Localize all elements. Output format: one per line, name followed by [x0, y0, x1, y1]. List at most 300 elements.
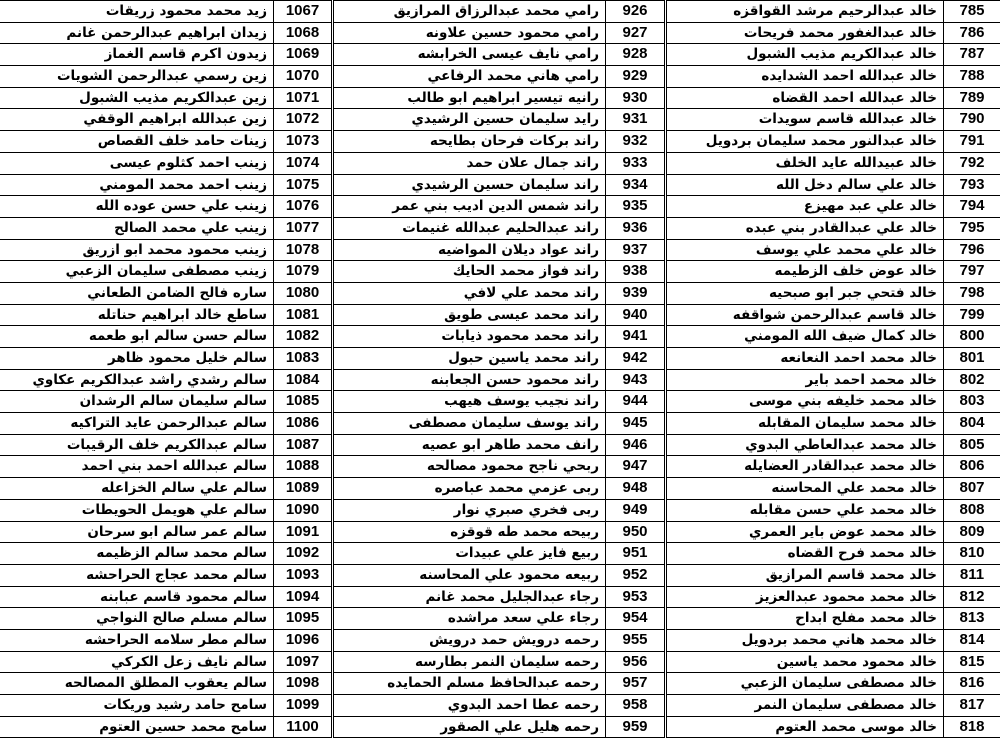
list-row: [333, 565, 665, 587]
list-row: [333, 370, 665, 392]
row-number: 1092: [274, 543, 332, 564]
person-name: خالد عوض خلف الزطيمه: [666, 261, 944, 282]
list-row: [333, 608, 665, 630]
list-row: [666, 543, 1000, 565]
person-name: راند شمس الدين اديب بني عمر: [333, 196, 606, 217]
list-row: [333, 587, 665, 609]
list-row: [666, 695, 1000, 717]
list-row: [333, 44, 665, 66]
row-number: 930: [606, 88, 665, 109]
row-number: 802: [959, 370, 985, 388]
list-row: [0, 370, 332, 392]
row-number: 1098: [274, 673, 332, 694]
person-name: زينب محمود محمد ابو ازريق: [0, 240, 274, 261]
person-name: زينات حامد خلف القصاص: [0, 131, 274, 152]
person-name: راند يوسف سليمان مصطفى: [333, 413, 606, 434]
list-row: [333, 131, 665, 153]
list-row: [0, 131, 332, 153]
person-name: سالم عبدالرحمن عايد التراكيه: [0, 413, 274, 434]
row-number: 946: [606, 435, 665, 456]
list-block-middle: [333, 0, 665, 738]
row-number: 787: [959, 45, 985, 63]
person-name: خالد عبدالكريم مذيب الشبول: [666, 44, 944, 65]
row-number: 790: [959, 110, 985, 128]
person-name: خالد محمود محمد ياسين: [666, 652, 944, 673]
row-number: 801: [959, 349, 985, 366]
list-row: [333, 717, 665, 738]
person-name: خالد محمد عبدالعاطي البدوي: [666, 435, 944, 456]
list-row: [0, 175, 332, 197]
person-name: زينب احمد كثلوم عيسى: [0, 153, 274, 174]
list-row: [333, 261, 665, 283]
person-name: زين عبدالله ابراهيم الوقفي: [0, 109, 274, 130]
list-row: [333, 1, 665, 23]
person-name: راند محمود حسن الجعابنه: [333, 370, 606, 391]
list-row: [666, 370, 1000, 392]
list-row: [0, 88, 332, 110]
list-row: [666, 391, 1000, 413]
person-name: سالم مطر سلامه الحراحشه: [0, 630, 274, 651]
list-block-right: [666, 0, 1000, 738]
person-name: رامي نايف عيسى الخرابشه: [333, 44, 606, 65]
row-number: 929: [606, 66, 665, 87]
row-number: 1074: [274, 153, 332, 174]
list-row: [666, 131, 1000, 153]
row-number: 952: [606, 565, 665, 586]
person-name: ربيعه محمود علي المحاسنه: [333, 565, 606, 586]
row-number: 1076: [274, 196, 332, 217]
list-row: [0, 413, 332, 435]
person-name: خالد علي سالم دخل الله: [666, 175, 944, 196]
row-number: 788: [959, 67, 985, 85]
list-row: [0, 23, 332, 45]
list-row: [666, 109, 1000, 131]
list-row: [0, 196, 332, 218]
list-row: [0, 630, 332, 652]
list-row: [0, 456, 332, 478]
list-row: [666, 500, 1000, 522]
row-number: 806: [959, 457, 985, 475]
row-number: 803: [959, 392, 985, 410]
row-number: 797: [959, 262, 985, 280]
row-number: 1088: [274, 456, 332, 477]
person-name: رجاء علي سعد مراشده: [333, 608, 606, 629]
person-name: زيدان ابراهيم عبدالرحمن غانم: [0, 23, 274, 44]
row-number: 942: [606, 348, 665, 369]
row-number: 810: [959, 544, 985, 562]
list-row: [0, 695, 332, 717]
row-number: 1099: [274, 695, 332, 716]
row-number: 1087: [274, 435, 332, 456]
person-name: زين رسمي عبدالرحمن الشويات: [0, 66, 274, 87]
person-name: خالد محمد قاسم المرازيق: [666, 565, 944, 586]
row-number: 1085: [274, 391, 332, 412]
row-number: 1097: [274, 652, 332, 673]
list-row: [333, 240, 665, 262]
row-number: 1086: [274, 413, 332, 434]
row-number: 935: [606, 196, 665, 217]
list-row: [333, 23, 665, 45]
list-row: [333, 456, 665, 478]
person-name: ربحي ناجح محمود مصالحه: [333, 456, 606, 477]
person-name: خالد محمد هاني محمد بردويل: [666, 630, 944, 651]
person-name: خالد مصطفى سليمان النمر: [666, 695, 944, 716]
row-number: 1100: [274, 717, 332, 738]
person-name: سالم حسن سالم ابو طعمه: [0, 326, 274, 347]
person-name: خالد محمد احمد النعانعه: [666, 348, 944, 369]
person-name: رانف محمد طاهر ابو عصيه: [333, 435, 606, 456]
row-number: 794: [959, 197, 985, 215]
row-number: 956: [606, 652, 665, 673]
list-row: [666, 673, 1000, 695]
list-row: [666, 175, 1000, 197]
row-number: 934: [606, 175, 665, 196]
row-number: 1082: [274, 326, 332, 347]
person-name: خالد قاسم عبدالرحمن شواقفه: [666, 305, 944, 326]
list-row: [333, 348, 665, 370]
person-name: رايد سليمان حسين الرشيدي: [333, 109, 606, 130]
list-row: [333, 543, 665, 565]
list-row: [666, 240, 1000, 262]
person-name: رجاء عبدالجليل محمد غانم: [333, 587, 606, 608]
person-name: سالم علي هويمل الحويطات: [0, 500, 274, 521]
person-name: راند محمد عيسى طويق: [333, 305, 606, 326]
person-name: زيدون اكرم قاسم الغماز: [0, 44, 274, 65]
list-row: [666, 23, 1000, 45]
list-row: [0, 348, 332, 370]
row-number: 1078: [274, 240, 332, 261]
person-name: سالم محمود قاسم عبابنه: [0, 587, 274, 608]
row-number: 1083: [274, 348, 332, 369]
list-row: [0, 391, 332, 413]
list-row: [0, 44, 332, 66]
row-number: 1084: [274, 370, 332, 391]
row-number: 1068: [274, 23, 332, 44]
list-row: [333, 522, 665, 544]
person-name: خالد مصطفى سليمان الزعبي: [666, 673, 944, 694]
list-row: [666, 413, 1000, 435]
person-name: ربى فخري صبري نوار: [333, 500, 606, 521]
person-name: خالد محمد علي المحاسنه: [666, 478, 944, 499]
row-number: 943: [606, 370, 665, 391]
person-name: ربيحه محمد طه قوقزه: [333, 522, 606, 543]
row-number: 948: [606, 478, 665, 499]
list-row: [666, 1, 1000, 23]
person-name: راند نجيب يوسف هيهب: [333, 391, 606, 412]
row-number: 808: [959, 500, 985, 518]
list-row: [0, 66, 332, 88]
person-name: خالد عبدالله احمد القضاه: [666, 88, 944, 109]
person-name: سالم نايف زعل الكركي: [0, 652, 274, 673]
person-name: راند محمد ياسين حبول: [333, 348, 606, 369]
list-row: [333, 435, 665, 457]
row-number: 949: [606, 500, 665, 521]
list-row: [666, 717, 1000, 738]
row-number: 813: [959, 609, 985, 627]
list-row: [666, 44, 1000, 66]
list-row: [333, 283, 665, 305]
row-number: 786: [959, 23, 985, 41]
row-number: 800: [959, 327, 985, 345]
row-number: 1081: [274, 305, 332, 326]
list-row: [0, 717, 332, 738]
row-number: 805: [959, 435, 985, 453]
person-name: خالد عبدالرحيم مرشد القواقزه: [666, 1, 944, 22]
row-number: 1070: [274, 66, 332, 87]
row-number: 814: [959, 630, 985, 648]
person-name: ساره فالح الضامن الطعاني: [0, 283, 274, 304]
row-number: 1095: [274, 608, 332, 629]
list-block-left: [0, 0, 332, 738]
row-number: 1094: [274, 587, 332, 608]
list-row: [333, 500, 665, 522]
list-row: [0, 478, 332, 500]
person-name: راند بركات فرحان بطايحه: [333, 131, 606, 152]
person-name: زين عبدالكريم مذيب الشبول: [0, 88, 274, 109]
person-name: سامح حامد رشيد وريكات: [0, 695, 274, 716]
person-name: خالد محمد مفلح ابداح: [666, 608, 944, 629]
person-name: خالد محمد فرح القضاه: [666, 543, 944, 564]
person-name: زيد محمد محمود زريقات: [0, 1, 274, 22]
person-name: سالم يعقوب المطلق المصالحه: [0, 673, 274, 694]
person-name: رحمه هليل علي الصقور: [333, 717, 606, 738]
row-number: 812: [959, 587, 985, 605]
row-number: 951: [606, 543, 665, 564]
row-number: 815: [959, 652, 985, 670]
list-row: [333, 66, 665, 88]
person-name: راند محمد علي لافي: [333, 283, 606, 304]
person-name: خالد محمد علي حسن مقابله: [666, 500, 944, 521]
list-row: [666, 652, 1000, 674]
row-number: 1091: [274, 522, 332, 543]
person-name: سالم محمد سالم الزظيمه: [0, 543, 274, 564]
row-number: 795: [959, 218, 985, 236]
list-row: [333, 673, 665, 695]
person-name: سامح محمد حسين العتوم: [0, 717, 274, 738]
row-number: 818: [959, 717, 985, 735]
list-row: [333, 305, 665, 327]
person-name: خالد موسى محمد العتوم: [666, 717, 944, 738]
person-name: زينب احمد محمد المومني: [0, 175, 274, 196]
list-row: [666, 261, 1000, 283]
list-row: [333, 478, 665, 500]
person-name: سالم مسلم صالح النواجي: [0, 608, 274, 629]
row-number: 933: [606, 153, 665, 174]
list-row: [0, 500, 332, 522]
row-number: 938: [606, 261, 665, 282]
list-row: [0, 565, 332, 587]
list-row: [666, 478, 1000, 500]
list-row: [666, 587, 1000, 609]
person-name: رامي هاني محمد الرفاعي: [333, 66, 606, 87]
person-name: سالم سليمان سالم الرشدان: [0, 391, 274, 412]
row-number: 940: [606, 305, 665, 326]
row-number: 936: [606, 218, 665, 239]
row-number: 957: [606, 673, 665, 694]
list-row: [0, 153, 332, 175]
list-row: [333, 88, 665, 110]
list-row: [0, 652, 332, 674]
person-name: زينب علي محمد الصالح: [0, 218, 274, 239]
list-row: [666, 326, 1000, 348]
person-name: زينب علي حسن عوده الله: [0, 196, 274, 217]
row-number: 1080: [274, 283, 332, 304]
person-name: خالد محمد خليفه بني موسى: [666, 391, 944, 412]
list-row: [666, 218, 1000, 240]
list-row: [666, 348, 1000, 370]
person-name: راند عبدالحليم عبدالله غنيمات: [333, 218, 606, 239]
person-name: سالم عمر سالم ابو سرحان: [0, 522, 274, 543]
row-number: 789: [959, 88, 985, 106]
list-row: [0, 543, 332, 565]
row-number: 793: [959, 175, 985, 193]
row-number: 799: [959, 305, 985, 323]
list-row: [333, 218, 665, 240]
person-name: رامي محمد عبدالرزاق المرازيق: [333, 1, 606, 22]
person-name: خالد محمد عوض باير العمري: [666, 522, 944, 543]
person-name: خالد عبدالنور محمد سليمان بردويل: [666, 131, 944, 152]
person-name: خالد محمد عبدالقادر العضايله: [666, 456, 944, 477]
row-number: 953: [606, 587, 665, 608]
person-name: خالد علي عبدالقادر بني عبده: [666, 218, 944, 239]
list-row: [0, 240, 332, 262]
row-number: 1090: [274, 500, 332, 521]
list-row: [0, 305, 332, 327]
row-number: 811: [959, 565, 985, 583]
row-number: 816: [959, 674, 985, 692]
row-number: 1067: [274, 1, 332, 22]
list-row: [666, 456, 1000, 478]
row-number: 928: [606, 44, 665, 65]
row-number: 954: [606, 608, 665, 629]
row-number: 927: [606, 23, 665, 44]
person-name: خالد كمال ضيف الله المومني: [666, 326, 944, 347]
row-number: 945: [606, 413, 665, 434]
row-number: 958: [606, 695, 665, 716]
row-number: 1093: [274, 565, 332, 586]
row-number: 1071: [274, 88, 332, 109]
row-number: 944: [606, 391, 665, 412]
person-name: ساطع خالد ابراهيم حناتله: [0, 305, 274, 326]
row-number: 817: [959, 696, 985, 713]
row-number: 798: [959, 283, 985, 301]
person-name: خالد عبدالغفور محمد فريحات: [666, 23, 944, 44]
row-number: 1073: [274, 131, 332, 152]
person-name: خالد علي محمد علي يوسف: [666, 240, 944, 261]
person-name: سالم محمد عجاج الحراحشه: [0, 565, 274, 586]
person-name: زينب مصطفى سليمان الزعبي: [0, 261, 274, 282]
list-row: [0, 673, 332, 695]
person-name: خالد علي عبد مهيزع: [666, 196, 944, 217]
row-number: 1075: [274, 175, 332, 196]
row-number: 804: [959, 414, 985, 432]
row-number: 959: [606, 717, 665, 738]
row-number: 932: [606, 131, 665, 152]
list-row: [333, 413, 665, 435]
list-row: [333, 652, 665, 674]
person-name: ربيع فايز علي عبيدات: [333, 543, 606, 564]
list-row: [666, 630, 1000, 652]
list-row: [666, 283, 1000, 305]
row-number: 947: [606, 456, 665, 477]
person-name: راند جمال علان حمد: [333, 153, 606, 174]
person-name: رحمه عبدالحافظ مسلم الحمايده: [333, 673, 606, 694]
row-number: 926: [606, 1, 665, 22]
list-row: [0, 608, 332, 630]
list-row: [333, 391, 665, 413]
list-row: [666, 305, 1000, 327]
list-row: [333, 326, 665, 348]
list-row: [333, 175, 665, 197]
list-row: [666, 153, 1000, 175]
list-row: [666, 88, 1000, 110]
person-name: سالم رشدي راشد عبدالكريم عكاوي: [0, 370, 274, 391]
row-number: 792: [959, 153, 985, 171]
row-number: 941: [606, 326, 665, 347]
person-name: خالد عبدالله قاسم سويدات: [666, 109, 944, 130]
row-number: 785: [959, 2, 985, 19]
list-row: [0, 1, 332, 23]
person-name: راند محمد محمود ذيابات: [333, 326, 606, 347]
list-row: [0, 326, 332, 348]
list-row: [666, 196, 1000, 218]
row-number: 1089: [274, 478, 332, 499]
person-name: خالد محمد احمد باير: [666, 370, 944, 391]
person-name: رحمه عطا احمد البدوي: [333, 695, 606, 716]
row-number: 791: [959, 132, 985, 150]
person-name: رامي محمود حسين علاونه: [333, 23, 606, 44]
list-row: [0, 587, 332, 609]
person-name: خالد فتحي جبر ابو صبحيه: [666, 283, 944, 304]
person-name: سالم خليل محمود ظاهر: [0, 348, 274, 369]
list-row: [0, 261, 332, 283]
list-row: [0, 109, 332, 131]
person-name: راند سليمان حسين الرشيدي: [333, 175, 606, 196]
person-name: ربى عزمي محمد عباصره: [333, 478, 606, 499]
person-name: سالم عبدالله احمد بني احمد: [0, 456, 274, 477]
list-row: [333, 695, 665, 717]
row-number: 955: [606, 630, 665, 651]
person-name: راند عواد ديلان المواضيه: [333, 240, 606, 261]
person-name: سالم عبدالكريم خلف الرقيبات: [0, 435, 274, 456]
person-name: رانيه تيسير ابراهيم ابو طالب: [333, 88, 606, 109]
list-row: [333, 196, 665, 218]
list-row: [666, 608, 1000, 630]
list-row: [333, 109, 665, 131]
person-name: خالد عبدالله احمد الشدايده: [666, 66, 944, 87]
row-number: 1069: [274, 44, 332, 65]
list-row: [666, 435, 1000, 457]
list-row: [666, 66, 1000, 88]
person-name: سالم علي سالم الخزاعله: [0, 478, 274, 499]
row-number: 1079: [274, 261, 332, 282]
row-number: 796: [959, 240, 985, 258]
list-row: [666, 565, 1000, 587]
list-row: [333, 153, 665, 175]
row-number: 1077: [274, 218, 332, 239]
row-number: 939: [606, 283, 665, 304]
list-row: [0, 522, 332, 544]
person-name: رحمه درويش حمد درويش: [333, 630, 606, 651]
person-name: راند فواز محمد الحايك: [333, 261, 606, 282]
row-number: 931: [606, 109, 665, 130]
row-number: 950: [606, 522, 665, 543]
row-number: 937: [606, 240, 665, 261]
row-number: 1096: [274, 630, 332, 651]
list-row: [666, 522, 1000, 544]
row-number: 807: [959, 479, 985, 497]
list-row: [333, 630, 665, 652]
